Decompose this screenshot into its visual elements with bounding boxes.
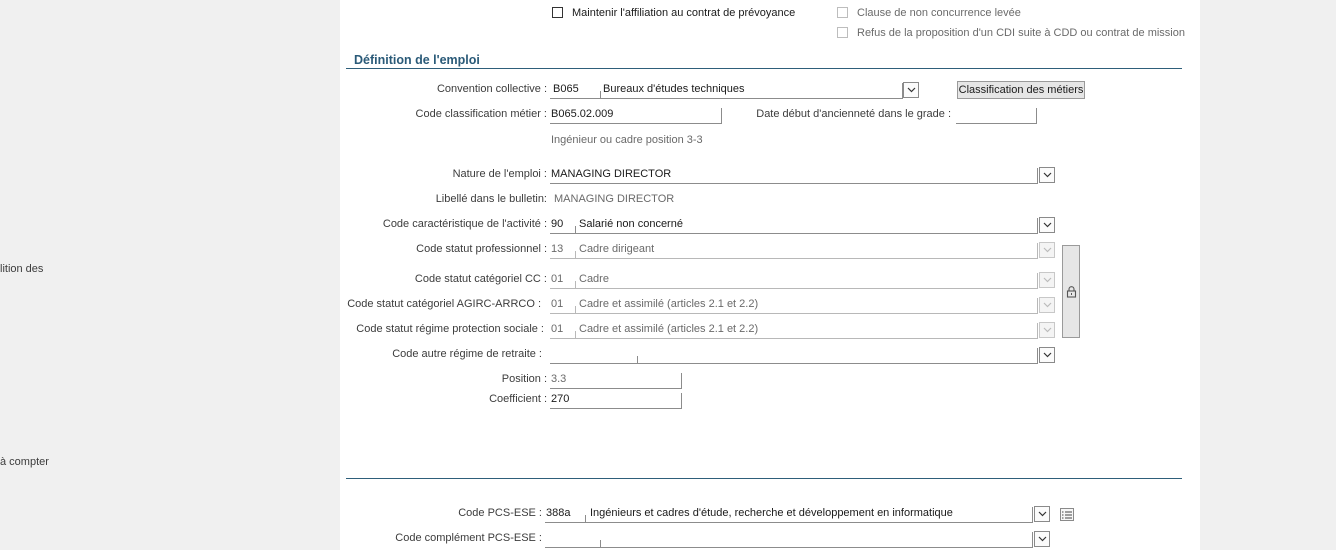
field-separator [637, 356, 638, 363]
section-divider [346, 478, 1182, 479]
anciennete-label: Date début d'ancienneté dans le grade : [756, 108, 951, 120]
statut-agirc-label: Code statut catégoriel AGIRC-ARRCO : [347, 298, 541, 310]
coefficient-label: Coefficient : [489, 393, 547, 405]
statut-agirc-name: Cadre et assimilé (articles 2.1 et 2.2) [579, 298, 759, 310]
convention-name: Bureaux d'études techniques [603, 83, 745, 95]
statut-cc-label: Code statut catégoriel CC : [414, 273, 547, 285]
chevron-down-icon[interactable] [1034, 531, 1050, 547]
activite-name: Salarié non concerné [579, 218, 683, 230]
anciennete-date-input[interactable] [956, 108, 1037, 124]
pcs-label: Code PCS-ESE : [458, 507, 542, 519]
activite-code: 90 [551, 218, 564, 230]
field-separator [585, 515, 586, 522]
statut-regime-label: Code statut régime protection sociale : [356, 323, 544, 335]
position-value: 3.3 [551, 373, 567, 385]
statut-cc-name: Cadre [579, 273, 609, 285]
autre-regime-select[interactable] [550, 348, 1038, 364]
pcs-complement-label: Code complément PCS-ESE : [395, 532, 542, 544]
field-separator [575, 281, 576, 288]
statut-agirc-code: 01 [551, 298, 564, 310]
unlock-statuts-button[interactable] [1062, 245, 1080, 338]
lock-icon [1066, 286, 1077, 298]
left-panel-fragment-label: lition des [0, 263, 44, 275]
chevron-down-icon[interactable] [1039, 242, 1055, 258]
pcs-complement-select[interactable] [545, 532, 1033, 548]
nature-emploi-label: Nature de l'emploi : [452, 168, 547, 180]
clause-non-concurrence-label: Clause de non concurrence levée [857, 7, 1021, 19]
chevron-down-icon[interactable] [1034, 506, 1050, 522]
section-title: Définition de l'emploi [354, 53, 480, 67]
position-label: Position : [501, 373, 547, 385]
activite-label: Code caractéristique de l'activité : [382, 218, 547, 230]
statut-pro-code: 13 [551, 243, 564, 255]
statut-cc-select[interactable] [550, 273, 1038, 289]
libelle-value: MANAGING DIRECTOR [554, 193, 675, 205]
pcs-name: Ingénieurs et cadres d'étude, recherche et développement en informatique [590, 507, 953, 519]
chevron-down-icon[interactable] [903, 82, 919, 98]
statut-cc-code: 01 [551, 273, 564, 285]
left-panel-fragment-label: à compter [0, 456, 49, 468]
coefficient-value: 270 [551, 393, 570, 405]
statut-regime-code: 01 [551, 323, 564, 335]
maintenir-affiliation-checkbox[interactable] [552, 7, 563, 18]
classification-value: B065.02.009 [551, 108, 614, 120]
coefficient-input[interactable] [550, 393, 682, 409]
list-icon[interactable] [1060, 508, 1074, 521]
statut-regime-name: Cadre et assimilé (articles 2.1 et 2.2) [579, 323, 759, 335]
convention-label: Convention collective : [436, 83, 547, 95]
refus-cdi-checkbox[interactable] [837, 27, 848, 38]
clause-non-concurrence-checkbox[interactable] [837, 7, 848, 18]
chevron-down-icon[interactable] [1039, 347, 1055, 363]
field-separator [575, 306, 576, 313]
classification-description: Ingénieur ou cadre position 3-3 [551, 134, 703, 146]
classification-metiers-button[interactable]: Classification des métiers [957, 81, 1085, 99]
section-divider [346, 68, 1182, 69]
statut-pro-label: Code statut professionnel : [416, 243, 547, 255]
field-separator [600, 91, 601, 98]
chevron-down-icon[interactable] [1039, 297, 1055, 313]
field-separator [600, 540, 601, 547]
nature-emploi-value: MANAGING DIRECTOR [551, 168, 672, 180]
field-separator [575, 251, 576, 258]
position-input[interactable] [550, 373, 682, 389]
chevron-down-icon[interactable] [1039, 272, 1055, 288]
classification-label: Code classification métier : [415, 108, 547, 120]
field-separator [575, 226, 576, 233]
chevron-down-icon[interactable] [1039, 322, 1055, 338]
refus-cdi-label: Refus de la proposition d'un CDI suite à CDD ou contrat de mission [857, 27, 1185, 39]
field-separator [575, 331, 576, 338]
maintenir-affiliation-label: Maintenir l'affiliation au contrat de prévoyance [572, 7, 796, 19]
chevron-down-icon[interactable] [1039, 167, 1055, 183]
statut-pro-name: Cadre dirigeant [579, 243, 655, 255]
autre-regime-label: Code autre régime de retraite : [392, 348, 542, 360]
convention-code: B065 [553, 83, 579, 95]
chevron-down-icon[interactable] [1039, 217, 1055, 233]
libelle-label: Libellé dans le bulletin: [435, 193, 547, 205]
pcs-code: 388a [546, 507, 571, 519]
